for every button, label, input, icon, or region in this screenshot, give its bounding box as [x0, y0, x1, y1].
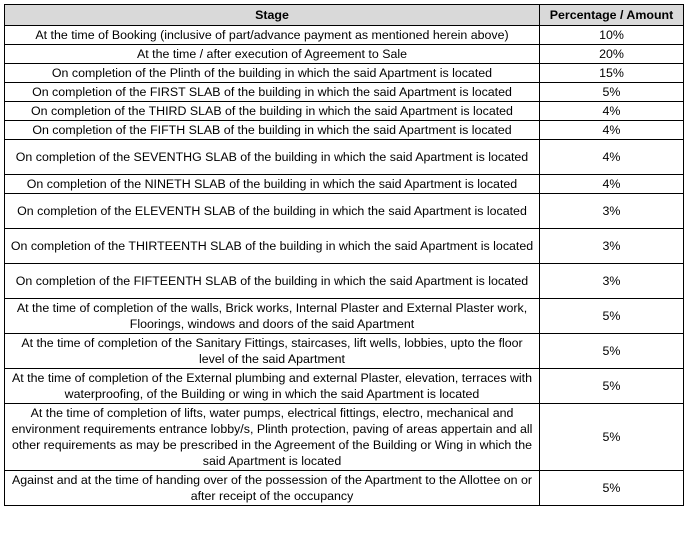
stage-cell: On completion of the Plinth of the building in which the said Apartment is located	[5, 64, 540, 83]
stage-cell: On completion of the NINETH SLAB of the building in which the said Apartment is located	[5, 175, 540, 194]
amount-cell: 3%	[540, 264, 684, 299]
amount-cell: 3%	[540, 229, 684, 264]
stage-cell: On completion of the ELEVENTH SLAB of the building in which the said Apartment is located	[5, 194, 540, 229]
table-row	[5, 26, 684, 45]
amount-cell: 20%	[540, 45, 684, 64]
table-row	[5, 404, 684, 471]
stage-cell: Against and at the time of handing over of the possession of the Apartment to the Allottee on or after receipt of the occupancy	[5, 471, 540, 506]
amount-cell: 3%	[540, 194, 684, 229]
table-row	[5, 121, 684, 140]
table-header-row	[5, 5, 684, 26]
amount-cell: 4%	[540, 175, 684, 194]
table-row	[5, 299, 684, 334]
table-row	[5, 175, 684, 194]
stage-cell: On completion of the THIRTEENTH SLAB of the building in which the said Apartment is located	[5, 229, 540, 264]
table-row	[5, 471, 684, 506]
table-row	[5, 83, 684, 102]
amount-cell: 5%	[540, 334, 684, 369]
amount-column-header: Percentage / Amount	[540, 5, 684, 26]
table-row	[5, 229, 684, 264]
table-row	[5, 264, 684, 299]
payment-schedule-table	[4, 4, 684, 506]
table-row	[5, 45, 684, 64]
amount-cell: 4%	[540, 102, 684, 121]
amount-cell: 5%	[540, 369, 684, 404]
table-row	[5, 102, 684, 121]
stage-cell: At the time of completion of the walls, Brick works, Internal Plaster and External Plaster work, Floorings, windows and doors of the said Apartment	[5, 299, 540, 334]
amount-cell: 4%	[540, 121, 684, 140]
stage-cell: At the time of Booking (inclusive of part/advance payment as mentioned herein above)	[5, 26, 540, 45]
stage-cell: At the time of completion of the Sanitary Fittings, staircases, lift wells, lobbies, upto the floor level of the said Apartment	[5, 334, 540, 369]
stage-cell: On completion of the THIRD SLAB of the building in which the said Apartment is located	[5, 102, 540, 121]
amount-cell: 5%	[540, 299, 684, 334]
table-row	[5, 64, 684, 83]
amount-cell: 15%	[540, 64, 684, 83]
stage-column-header: Stage	[5, 5, 540, 26]
amount-cell: 5%	[540, 83, 684, 102]
stage-cell: On completion of the FIFTH SLAB of the building in which the said Apartment is located	[5, 121, 540, 140]
stage-cell: On completion of the FIFTEENTH SLAB of the building in which the said Apartment is located	[5, 264, 540, 299]
stage-cell: On completion of the FIRST SLAB of the building in which the said Apartment is located	[5, 83, 540, 102]
amount-cell: 4%	[540, 140, 684, 175]
stage-cell: At the time of completion of the External plumbing and external Plaster, elevation, terraces with waterproofing, of the Building or wing in which the said Apartment is located	[5, 369, 540, 404]
amount-cell: 5%	[540, 404, 684, 471]
table-row	[5, 334, 684, 369]
stage-cell: On completion of the SEVENTHG SLAB of the building in which the said Apartment is located	[5, 140, 540, 175]
table-row	[5, 369, 684, 404]
table-row	[5, 140, 684, 175]
table-row	[5, 194, 684, 229]
stage-cell: At the time of completion of lifts, water pumps, electrical fittings, electro, mechanical and environment requirements entrance lobby/s, Plinth protection, paving of areas appertain and all other requirements as may be prescribed in the Agreement of the Building or Wing in which the said Apartment is located	[5, 404, 540, 471]
stage-cell: At the time / after execution of Agreement to Sale	[5, 45, 540, 64]
amount-cell: 5%	[540, 471, 684, 506]
amount-cell: 10%	[540, 26, 684, 45]
